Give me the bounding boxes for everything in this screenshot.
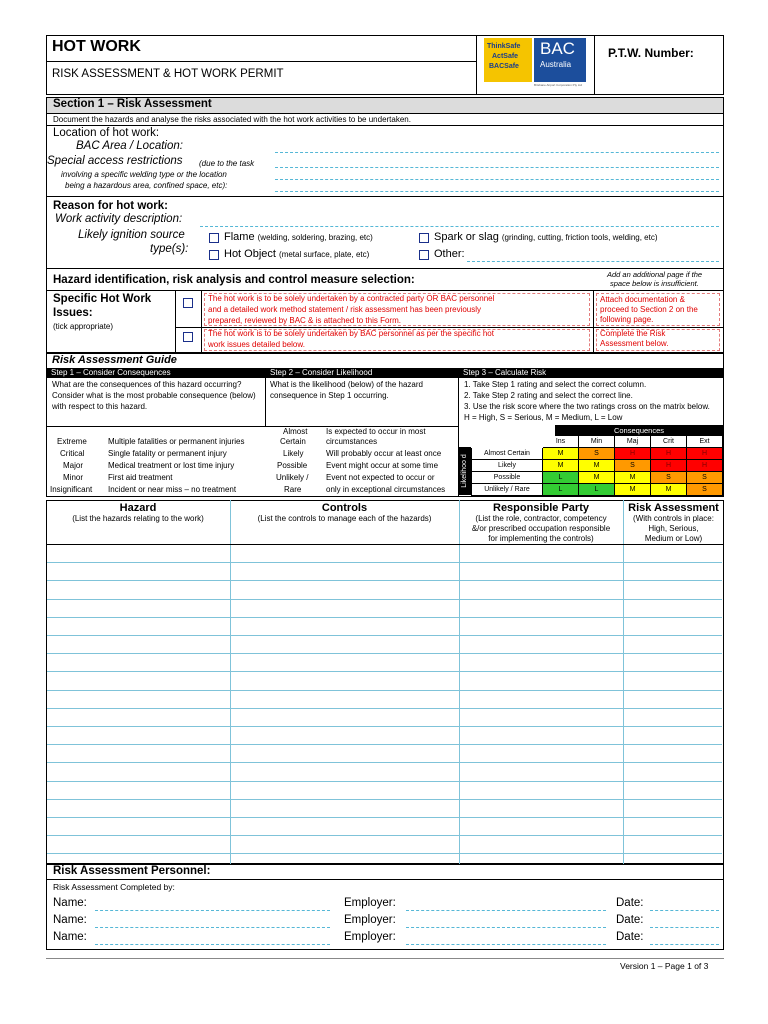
option1-action: Attach documentation & (600, 295, 685, 304)
special-access-input[interactable] (275, 167, 719, 168)
option2-checkbox[interactable] (183, 332, 193, 342)
date-label: Date: (616, 914, 644, 926)
name-label: Name: (53, 897, 87, 909)
work-activity-label: Work activity description: (55, 213, 183, 225)
option1-text: prepared, reviewed by BAC & is attached to this Form. (208, 316, 401, 325)
column-title: Responsible Party (493, 502, 589, 514)
column-title: Risk Assessment (628, 502, 719, 514)
column-sub: Medium or Low) (644, 534, 703, 543)
column-title: Controls (321, 502, 368, 514)
special-access-note: being a hazardous area, confined space, etc): (65, 181, 228, 190)
employer-input[interactable] (406, 944, 606, 945)
column-sub: High, Serious, (648, 524, 699, 533)
page-subtitle: RISK ASSESSMENT & HOT WORK PERMIT (52, 68, 284, 80)
consequence-level: Major (63, 461, 84, 470)
hot-object-checkbox[interactable] (209, 250, 219, 260)
option1-action: proceed to Section 2 on the (600, 305, 698, 314)
date-input[interactable] (650, 910, 719, 911)
matrix-column-label: Ins (543, 436, 579, 448)
consequence-desc: Medical treatment or lost time injury (108, 461, 235, 470)
step3-text: 3. Use the risk score where the two ratings cross on the matrix below. (464, 402, 710, 411)
personnel-heading: Risk Assessment Personnel: (53, 865, 211, 877)
hot-object-note: (metal surface, plate, etc) (279, 250, 370, 259)
completed-by-label: Risk Assessment Completed by: (53, 882, 175, 892)
ptw-number-label: P.T.W. Number: (608, 46, 694, 60)
page-version: Version 1 – Page 1 of 3 (620, 961, 709, 971)
table-row[interactable] (47, 562, 722, 563)
likelihood-desc: Event not expected to occur or (326, 473, 435, 482)
likelihood-level: Possible (277, 461, 308, 470)
matrix-cell: L (543, 472, 579, 484)
column-header-hazard (46, 502, 230, 523)
hot-object-label (224, 248, 369, 260)
matrix-grid (471, 436, 723, 496)
consequence-level: Minor (63, 473, 84, 482)
rule (175, 290, 176, 353)
column-sub: (With controls in place: (633, 514, 714, 523)
table-row[interactable] (47, 635, 722, 636)
date-input[interactable] (650, 927, 719, 928)
column-sub: for implementing the controls) (488, 534, 594, 543)
employer-input[interactable] (406, 927, 606, 928)
matrix-cell: H (615, 448, 651, 460)
section1-title: Section 1 – Risk Assessment (53, 98, 212, 110)
logo-caption: Brisbane Airport Corporation Pty Ltd (534, 83, 583, 87)
option1-text: and a detailed work method statement / risk assessment has been previously (208, 305, 482, 314)
rule (46, 268, 724, 269)
matrix-column-label: Ext (687, 436, 723, 448)
spark-checkbox[interactable] (419, 233, 429, 243)
special-access-note: involving a specific welding type or the location (61, 170, 227, 179)
other-input[interactable] (467, 261, 719, 262)
ignition-label: Likely ignition source (78, 229, 185, 241)
header-box (46, 35, 724, 95)
location-heading: Location of hot work: (53, 127, 160, 139)
table-row[interactable] (47, 671, 722, 672)
column-header-controls (230, 502, 459, 523)
employer-label: Employer: (344, 931, 396, 943)
header-title-rule (46, 61, 476, 62)
special-access-note: (due to the task (199, 159, 255, 168)
table-row[interactable] (47, 781, 722, 782)
other-checkbox[interactable] (419, 250, 429, 260)
section1-instruction: Document the hazards and analyse the risks associated with the hot work activities to be undertaken. (53, 115, 411, 124)
rule (46, 544, 724, 545)
bac-area-label: BAC Area / Location: (76, 140, 183, 152)
step1-text: with respect to this hazard. (52, 402, 148, 411)
option1-checkbox[interactable] (183, 298, 193, 308)
table-row[interactable] (47, 835, 722, 836)
spark-text: Spark or slag (434, 231, 499, 243)
logo-line: ThinkSafe (487, 43, 521, 50)
rule (46, 113, 724, 114)
option2-action: Assessment below. (600, 339, 669, 348)
flame-text: Flame (224, 231, 255, 243)
likelihood-level: Likely (283, 449, 304, 458)
step2-text: consequence in Step 1 occurring. (270, 391, 389, 400)
spark-label (434, 231, 658, 243)
likelihood-level: Certain (280, 437, 306, 446)
column-header-responsible (459, 502, 623, 544)
option2-text: work issues detailed below. (208, 340, 305, 349)
matrix-column-label: Crit (651, 436, 687, 448)
matrix-consequences-header: Consequences (555, 425, 723, 436)
logo-blue-block (534, 38, 586, 82)
consequence-level: Extreme (57, 437, 87, 446)
option2-text: The hot work is to be solely undertaken by BAC personnel as per the specific hot (208, 329, 494, 338)
matrix-row-label: Unlikely / Rare (471, 484, 543, 496)
step1-title: Step 1 – Consider Consequences (47, 368, 265, 378)
matrix-cell: S (687, 484, 723, 496)
consequence-desc: Multiple fatalities or permanent injuries (108, 437, 245, 446)
logo-line: BACSafe (489, 63, 519, 70)
table-row[interactable] (47, 580, 722, 581)
header-divider-2 (594, 35, 595, 95)
special-access-label: Special access restrictions (47, 155, 183, 167)
rule (201, 290, 202, 353)
column-sub: (List the controls to manage each of the hazards) (257, 514, 432, 523)
likelihood-desc: circumstances (326, 437, 378, 446)
spark-note: (grinding, cutting, friction tools, welding, etc) (501, 233, 658, 242)
rule (46, 196, 724, 197)
matrix-cell: M (579, 472, 615, 484)
employer-label: Employer: (344, 914, 396, 926)
matrix-cell: S (687, 472, 723, 484)
column-title: Hazard (119, 502, 157, 514)
table-row[interactable] (47, 817, 722, 818)
likelihood-desc: only in exceptional circumstances (326, 485, 446, 494)
logo-brand: BAC (540, 39, 575, 58)
rule (459, 500, 460, 864)
logo-country: Australia (540, 60, 572, 69)
name-input[interactable] (95, 910, 330, 911)
step3-text: 2. Take Step 2 rating and select the correct line. (464, 391, 633, 400)
column-sub: &/or prescribed occupation responsible (471, 524, 611, 533)
matrix-cell: M (579, 460, 615, 472)
matrix-cell: L (579, 484, 615, 496)
matrix-cell: H (687, 448, 723, 460)
rule (46, 879, 724, 880)
table-row[interactable] (47, 653, 722, 654)
rule (46, 125, 724, 126)
matrix-cell: S (651, 472, 687, 484)
consequence-level: Critical (60, 449, 85, 458)
consequence-desc: Single fatality or permanent injury (108, 449, 227, 458)
step1-text: Consider what is the most probable consequence (below) (52, 391, 256, 400)
matrix-column-label: Min (579, 436, 615, 448)
matrix-column-label: Maj (615, 436, 651, 448)
reason-heading: Reason for hot work: (53, 200, 169, 212)
flame-label (224, 231, 373, 243)
consequence-level: Insignificant (50, 485, 93, 494)
matrix-cell: H (651, 448, 687, 460)
matrix-row-label: Possible (471, 472, 543, 484)
likelihood-level: Unlikely / (276, 473, 309, 482)
matrix-cell: M (543, 448, 579, 460)
matrix-row-label: Likely (471, 460, 543, 472)
consequence-desc: Incident or near miss – no treatment (108, 485, 237, 494)
tick-note: (tick appropriate) (53, 322, 114, 331)
matrix-cell: H (687, 460, 723, 472)
add-page-note: space below is insufficient. (610, 279, 699, 288)
likelihood-desc: Event might occur at some time (326, 461, 439, 470)
bac-logo (484, 38, 587, 88)
footer-rule (46, 958, 724, 959)
table-row[interactable] (47, 599, 722, 600)
table-row[interactable] (47, 690, 722, 691)
matrix-cell: S (579, 448, 615, 460)
column-header-risk (623, 502, 724, 544)
rule (175, 327, 724, 328)
table-row[interactable] (47, 708, 722, 709)
name-input[interactable] (95, 927, 330, 928)
other-label: Other: (434, 248, 465, 260)
matrix-cell: L (543, 484, 579, 496)
step2-title: Step 2 – Consider Likelihood (266, 368, 458, 378)
name-label: Name: (53, 914, 87, 926)
logo-line: ActSafe (492, 53, 519, 60)
column-sub: (List the role, contractor, competency (475, 514, 607, 523)
likelihood-desc: Is expected to occur in most (326, 427, 426, 436)
likelihood-desc: Will probably occur at least once (326, 449, 442, 458)
date-label: Date: (616, 931, 644, 943)
option2-action: Complete the Risk (600, 329, 666, 338)
name-input[interactable] (95, 944, 330, 945)
employer-label: Employer: (344, 897, 396, 909)
special-access-input-2[interactable] (275, 179, 719, 180)
rule (46, 290, 724, 291)
hazard-id-heading: Hazard identification, risk analysis and control measure selection: (53, 274, 415, 286)
employer-input[interactable] (406, 910, 606, 911)
consequence-desc: First aid treatment (108, 473, 173, 482)
likelihood-level: Almost (283, 427, 308, 436)
step3-text: 1. Take Step 1 rating and select the correct column. (464, 380, 647, 389)
logo-yellow-block (484, 38, 532, 82)
matrix-cell: S (615, 460, 651, 472)
bac-area-input[interactable] (275, 152, 719, 153)
page-title: HOT WORK (52, 38, 141, 55)
work-activity-input[interactable] (200, 226, 719, 227)
add-page-note: Add an additional page if the (607, 270, 703, 279)
table-row[interactable] (47, 726, 722, 727)
specific-issues-label: Specific Hot Work (53, 293, 152, 305)
column-sub: (List the hazards relating to the work) (72, 514, 204, 523)
matrix-row-label: Almost Certain (471, 448, 543, 460)
likelihood-level: Rare (284, 485, 302, 494)
risk-matrix (459, 425, 723, 496)
step3-title: Step 3 – Calculate Risk (459, 368, 723, 378)
specific-issues-label: Issues: (53, 307, 93, 319)
table-row[interactable] (47, 799, 722, 800)
date-label: Date: (616, 897, 644, 909)
table-row[interactable] (47, 744, 722, 745)
matrix-cell: M (543, 460, 579, 472)
step2-text: What is the likelihood (below) of the hazard (270, 380, 423, 389)
flame-checkbox[interactable] (209, 233, 219, 243)
header-divider-1 (476, 35, 477, 95)
date-input[interactable] (650, 944, 719, 945)
rule (230, 500, 231, 864)
rule (623, 500, 624, 864)
step3-text: H = High, S = Serious, M = Medium, L = Low (464, 413, 623, 422)
matrix-cell: M (651, 484, 687, 496)
option1-text: The hot work is to be solely undertaken by a contracted party OR BAC personnel (208, 294, 495, 303)
flame-note: (welding, soldering, brazing, etc) (257, 233, 373, 242)
matrix-cell: M (615, 484, 651, 496)
name-label: Name: (53, 931, 87, 943)
step1-text: What are the consequences of this hazard occurring? (52, 380, 242, 389)
ignition-label: type(s): (150, 243, 189, 255)
special-access-input-3[interactable] (275, 191, 719, 192)
rule (265, 368, 266, 426)
guide-title: Risk Assessment Guide (52, 354, 177, 366)
table-row[interactable] (47, 762, 722, 763)
table-row[interactable] (47, 853, 722, 854)
matrix-cell: H (651, 460, 687, 472)
matrix-likelihood-label: Likelihoo d (461, 454, 468, 488)
hot-object-text: Hot Object (224, 248, 276, 260)
matrix-cell: M (615, 472, 651, 484)
table-row[interactable] (47, 617, 722, 618)
rule (593, 290, 594, 353)
option1-action: following page. (600, 315, 654, 324)
